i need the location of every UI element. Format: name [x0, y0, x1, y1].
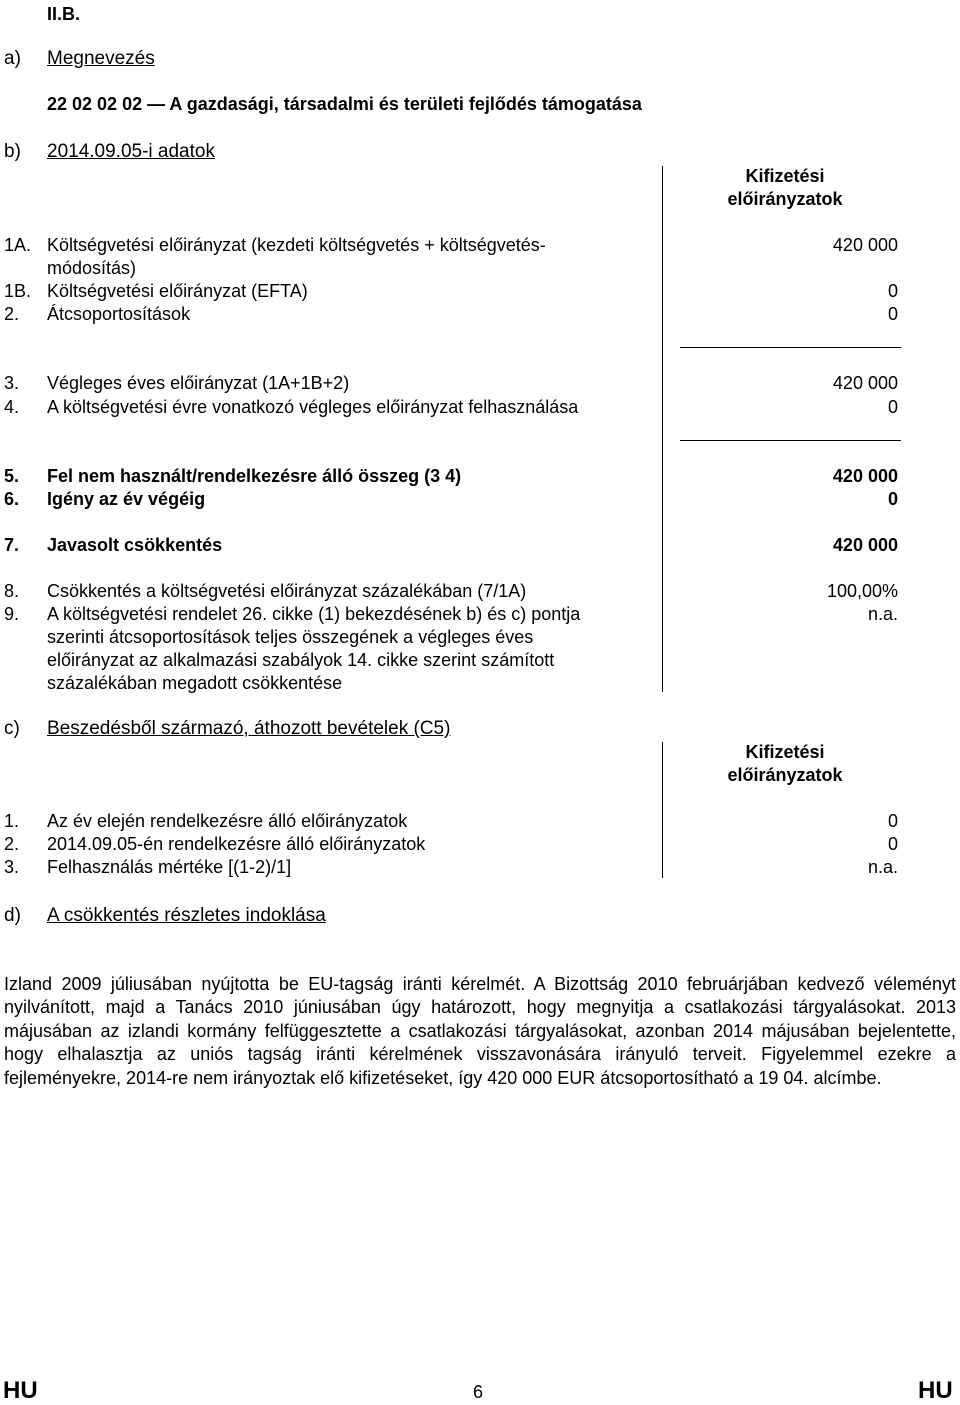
- row-num: 5.: [4, 466, 20, 486]
- row-value: 0: [887, 834, 898, 854]
- row-value: n.a.: [867, 857, 898, 877]
- row-label: A költségvetési évre vonatkozó végleges előirányzat felhasználása: [47, 397, 579, 417]
- row-num: 4.: [4, 397, 20, 417]
- section-c-title: Beszedésből származó, áthozott bevételek (C5): [47, 718, 451, 739]
- footer-language-right: HU: [918, 1377, 953, 1404]
- row-num: 1.: [4, 811, 20, 831]
- row-num: 2.: [4, 304, 20, 324]
- sum-line: [680, 347, 901, 348]
- footer-language-left: HU: [3, 1377, 38, 1404]
- row-value: 420 000: [832, 535, 898, 555]
- section-b-title: 2014.09.05-i adatok: [47, 141, 215, 162]
- section-a-marker: a): [4, 48, 21, 69]
- row-num: 1B.: [4, 281, 32, 301]
- section-d-title: A csökkentés részletes indoklása: [47, 905, 326, 926]
- row-label: Költségvetési előirányzat (kezdeti költségvetés + költségvetés-: [47, 235, 546, 255]
- justification-paragraph: Izland 2009 júliusában nyújtotta be EU-tagság iránti kérelmét. A Bizottság 2010 februárjában kedvező véleményt nyilvánított, majd a Tanács 2010 júniusában úgy határozott, hogy megnyitja a csatlakozási tárgyalásokat. 2013 májusában az izlandi kormány felfüggesztette a csatlakozási tárgyalásokat, azonban 2014 májusában bejelentette, hogy elhalasztja az uniós tagság iránti kérelmének visszavonására irányuló terveit. Figyelemmel ezekre a fejleményekre, 2014-re nem irányoztak elő kifizetéseket, így 420 000 EUR átcsoportosítható a 19 04. alcímbe.: [4, 974, 956, 1088]
- section-d-marker: d): [4, 905, 21, 926]
- page-number: 6: [473, 1382, 484, 1402]
- section-c-marker: c): [4, 718, 20, 739]
- row-label: Fel nem használt/rendelkezésre álló összeg (3 4): [47, 466, 462, 486]
- row-value: 0: [887, 397, 898, 417]
- row-label: Végleges éves előirányzat (1A+1B+2): [47, 373, 350, 393]
- row-value: 0: [887, 304, 898, 324]
- row-label: Csökkentés a költségvetési előirányzat százalékában (7/1A): [47, 581, 527, 601]
- row-num: 3.: [4, 373, 20, 393]
- row-label: A költségvetési rendelet 26. cikke (1) bekezdésének b) és c) pontja: [47, 604, 581, 624]
- row-value: 420 000: [832, 466, 898, 486]
- row-label: Felhasználás mértéke [(1-2)/1]: [47, 857, 292, 877]
- row-label: szerinti átcsoportosítások teljes összegének a végleges éves: [47, 627, 534, 647]
- row-label: Átcsoportosítások: [47, 304, 191, 324]
- row-num: 8.: [4, 581, 20, 601]
- row-label: százalékában megadott csökkentése: [47, 673, 343, 693]
- row-num: 1A.: [4, 235, 32, 255]
- table-c-divider: [662, 742, 663, 878]
- row-label: előirányzat az alkalmazási szabályok 14. cikke szerint számított: [47, 650, 555, 670]
- table-c-header-2: előirányzatok: [727, 765, 843, 785]
- sum-line: [680, 440, 901, 441]
- row-value: n.a.: [867, 604, 898, 624]
- row-label: módosítás): [47, 258, 137, 278]
- table-b-header-2: előirányzatok: [727, 189, 843, 209]
- row-value: 420 000: [832, 235, 898, 255]
- section-a-title: Megnevezés: [47, 48, 155, 69]
- row-label: Költségvetési előirányzat (EFTA): [47, 281, 308, 301]
- row-value: 420 000: [832, 373, 898, 393]
- section-heading: II.B.: [47, 4, 81, 24]
- row-label: Javasolt csökkentés: [47, 535, 223, 555]
- row-num: 9.: [4, 604, 20, 624]
- row-value: 0: [887, 281, 898, 301]
- row-num: 3.: [4, 857, 20, 877]
- table-b-header-1: Kifizetési: [745, 166, 825, 186]
- row-num: 2.: [4, 834, 20, 854]
- row-label: 2014.09.05-én rendelkezésre álló előirányzatok: [47, 834, 426, 854]
- row-num: 7.: [4, 535, 20, 555]
- row-value: 0: [887, 489, 898, 509]
- row-label: Az év elején rendelkezésre álló előirányzatok: [47, 811, 408, 831]
- row-num: 6.: [4, 489, 20, 509]
- budget-line-title: 22 02 02 02 — A gazdasági, társadalmi és területi fejlődés támogatása: [47, 94, 642, 114]
- table-b-divider: [662, 166, 663, 692]
- table-c-header-1: Kifizetési: [745, 742, 825, 762]
- row-label: Igény az év végéig: [47, 489, 206, 509]
- row-value: 100,00%: [826, 581, 898, 601]
- row-value: 0: [887, 811, 898, 831]
- section-b-marker: b): [4, 141, 21, 162]
